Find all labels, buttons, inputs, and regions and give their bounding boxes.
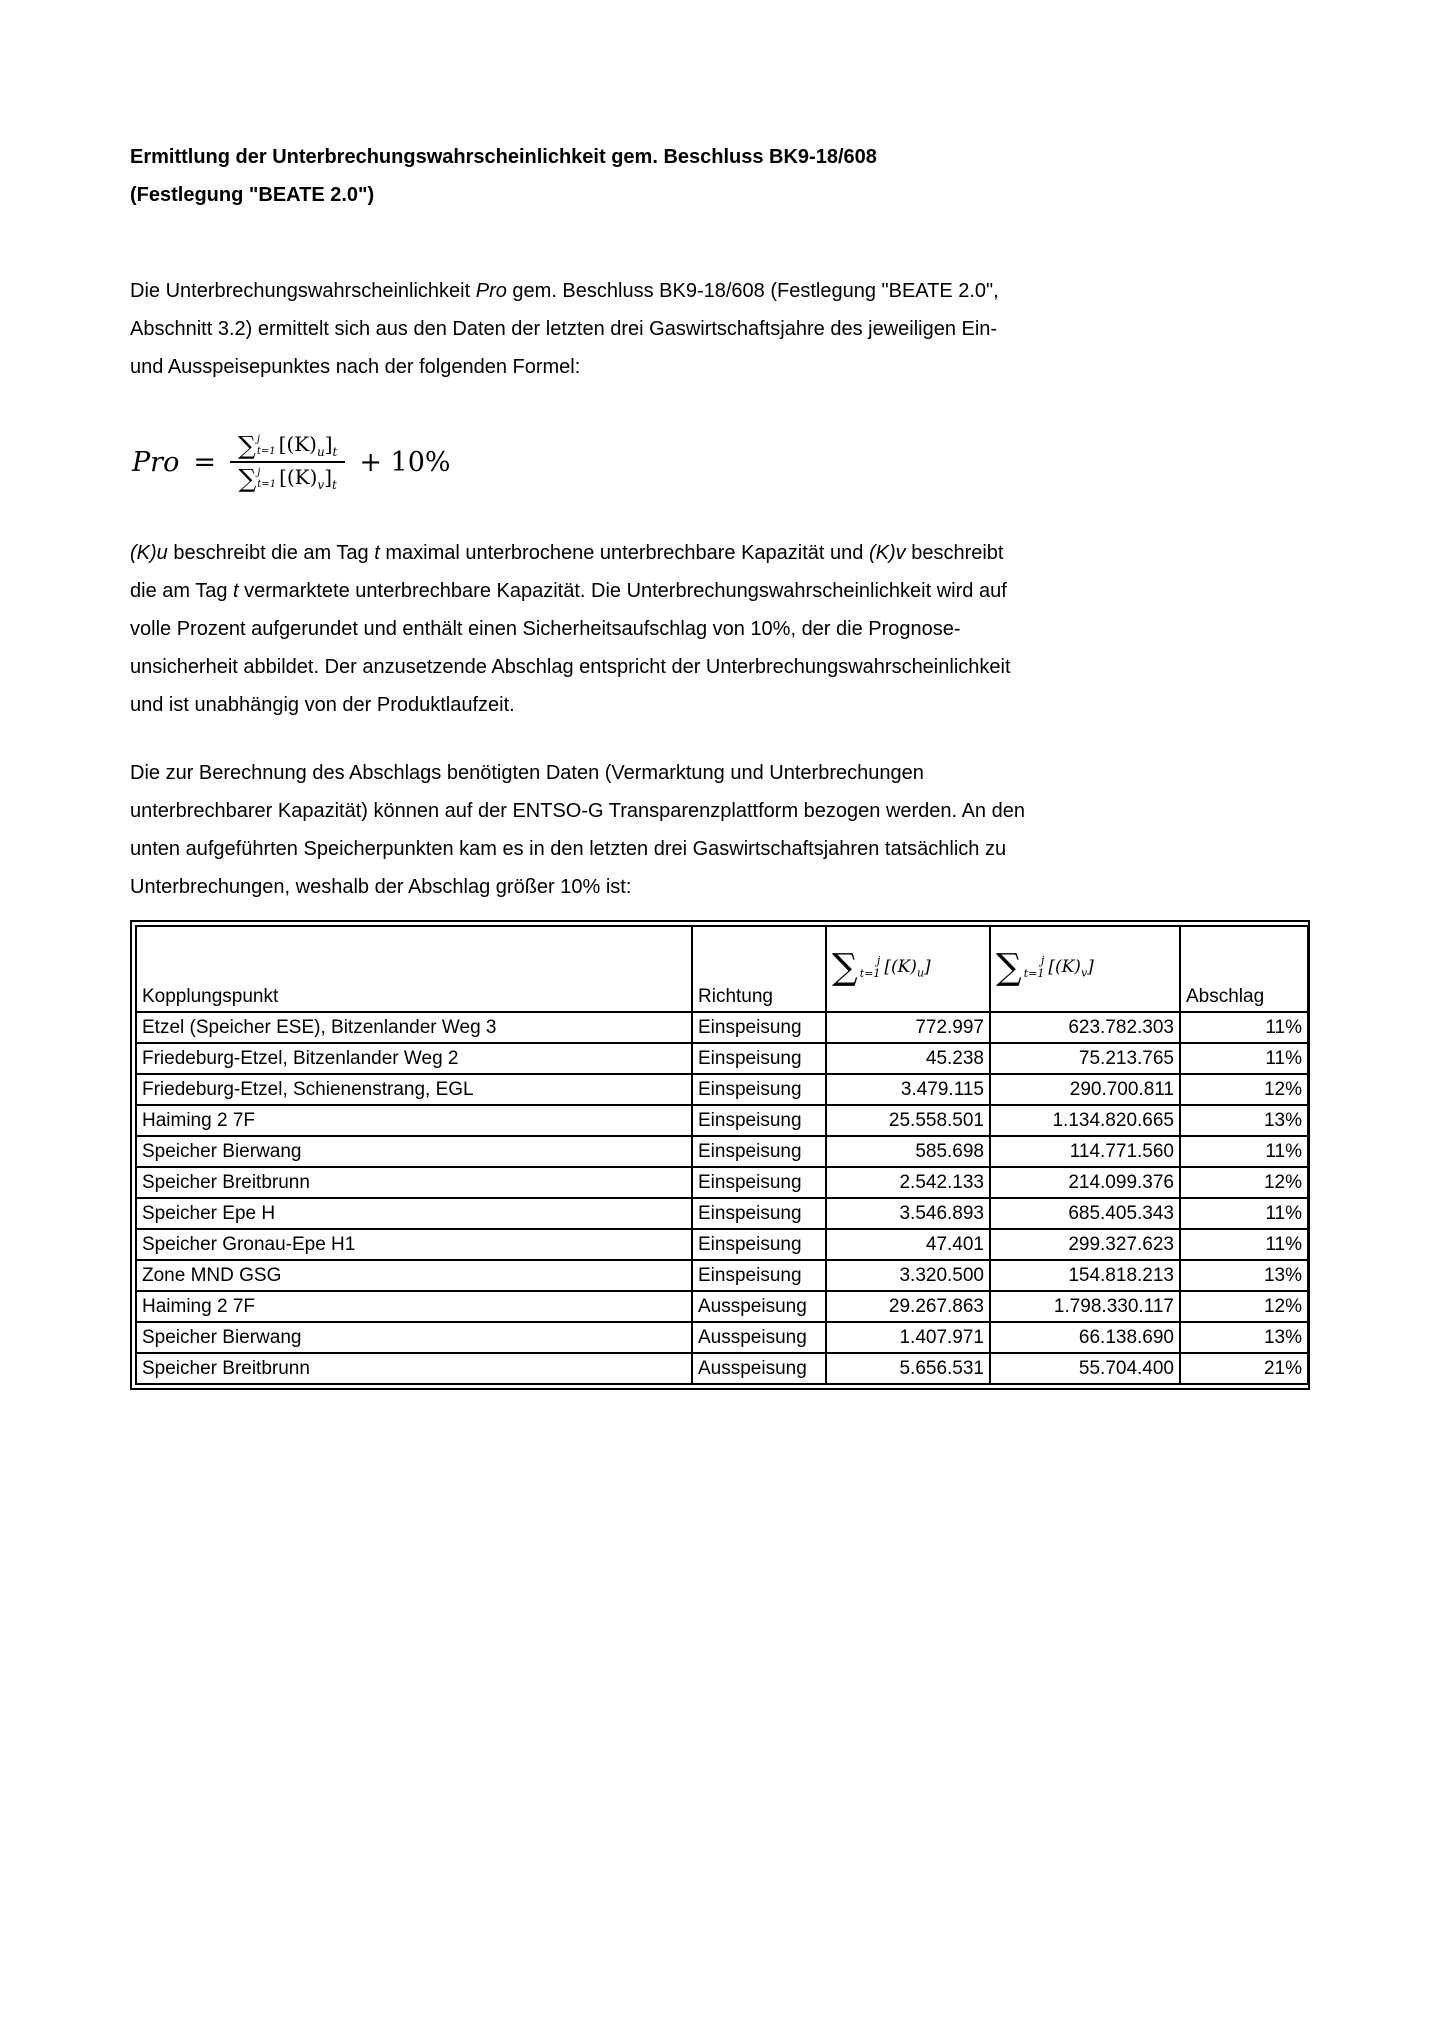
cell-richtung: Einspeisung [692, 1074, 826, 1105]
cell-kopplungspunkt: Speicher Breitbrunn [136, 1167, 692, 1198]
cell-kv: 214.099.376 [990, 1167, 1180, 1198]
paragraph-intro [130, 272, 1310, 386]
cell-richtung: Einspeisung [692, 1012, 826, 1043]
cell-ku: 45.238 [826, 1043, 990, 1074]
cell-kv: 685.405.343 [990, 1198, 1180, 1229]
abschlag-table-frame [130, 920, 1310, 1390]
formula-tail: + 10% [359, 446, 451, 478]
cell-kopplungspunkt: Haiming 2 7F [136, 1291, 692, 1322]
table-row [136, 1167, 1308, 1198]
cell-abschlag: 11% [1180, 1198, 1308, 1229]
cell-richtung: Einspeisung [692, 1198, 826, 1229]
cell-kopplungspunkt: Etzel (Speicher ESE), Bitzenlander Weg 3 [136, 1012, 692, 1043]
sum-symbol: ∑ j t=1 [238, 464, 277, 493]
table-row [136, 1043, 1308, 1074]
cell-kopplungspunkt: Speicher Bierwang [136, 1136, 692, 1167]
table-row [136, 1105, 1308, 1136]
cell-ku: 5.656.531 [826, 1353, 990, 1384]
cell-abschlag: 12% [1180, 1074, 1308, 1105]
cell-abschlag: 11% [1180, 1229, 1308, 1260]
text-line: Unterbrechungen, weshalb der Abschlag größer 10% ist: [130, 876, 632, 898]
cell-kv: 290.700.811 [990, 1074, 1180, 1105]
title-line-1: Ermittlung der Unterbrechungswahrscheinlichkeit gem. Beschluss BK9-18/608 [130, 146, 877, 168]
text-line: (K)u beschreibt die am Tag t maximal unterbrochene unterbrechbare Kapazität und (K)v beschreibt [130, 542, 1004, 564]
cell-kv: 154.818.213 [990, 1260, 1180, 1291]
cell-richtung: Einspeisung [692, 1229, 826, 1260]
table-row [136, 1136, 1308, 1167]
document-title [130, 138, 1310, 214]
text-line: unterbrechbarer Kapazität) können auf der ENTSO-G Transparenzplattform bezogen werden. An den [130, 800, 1025, 822]
cell-ku: 3.479.115 [826, 1074, 990, 1105]
header-kopplungspunkt: Kopplungspunkt [136, 926, 692, 1012]
table-row [136, 1229, 1308, 1260]
cell-kv: 623.782.303 [990, 1012, 1180, 1043]
header-richtung: Richtung [692, 926, 826, 1012]
table-row [136, 1353, 1308, 1384]
formula-lhs: Pro [132, 446, 180, 478]
text-line: unsicherheit abbildet. Der anzusetzende Abschlag entspricht der Unterbrechungswahrscheinlichkeit [130, 656, 1011, 678]
cell-kv: 55.704.400 [990, 1353, 1180, 1384]
cell-richtung: Einspeisung [692, 1260, 826, 1291]
table-header [136, 926, 1308, 1012]
cell-kopplungspunkt: Friedeburg-Etzel, Bitzenlander Weg 2 [136, 1043, 692, 1074]
table-row [136, 1291, 1308, 1322]
cell-abschlag: 13% [1180, 1260, 1308, 1291]
table-row [136, 1074, 1308, 1105]
cell-kopplungspunkt: Zone MND GSG [136, 1260, 692, 1291]
paragraph-definitions [130, 534, 1310, 724]
table-body [136, 1012, 1308, 1384]
abschlag-table [135, 925, 1309, 1385]
sum-symbol: ∑ j t=1 [237, 431, 276, 460]
formula-numerator: ∑ j t=1 $[(K)_u]_t$ [230, 430, 345, 463]
text-line: Die zur Berechnung des Abschlags benötigten Daten (Vermarktung und Unterbrechungen [130, 762, 924, 784]
cell-ku: 585.698 [826, 1136, 990, 1167]
text-line: und ist unabhängig von der Produktlaufzeit. [130, 694, 515, 716]
cell-ku: 29.267.863 [826, 1291, 990, 1322]
cell-abschlag: 11% [1180, 1043, 1308, 1074]
cell-kv: 299.327.623 [990, 1229, 1180, 1260]
cell-kopplungspunkt: Speicher Bierwang [136, 1322, 692, 1353]
table-row [136, 1260, 1308, 1291]
cell-ku: 1.407.971 [826, 1322, 990, 1353]
cell-kv: 1.798.330.117 [990, 1291, 1180, 1322]
text-line: volle Prozent aufgerundet und enthält einen Sicherheitsaufschlag von 10%, der die Prognose- [130, 618, 961, 640]
cell-ku: 3.320.500 [826, 1260, 990, 1291]
sum-ku-formula: ∑ j t=1 $[(K)_u]$ [832, 947, 931, 988]
cell-kv: 1.134.820.665 [990, 1105, 1180, 1136]
cell-ku: 3.546.893 [826, 1198, 990, 1229]
text-line: Die Unterbrechungswahrscheinlichkeit Pro gem. Beschluss BK9-18/608 (Festlegung "BEATE 2.0", [130, 280, 999, 302]
cell-ku: 2.542.133 [826, 1167, 990, 1198]
cell-kv: 75.213.765 [990, 1043, 1180, 1074]
cell-richtung: Einspeisung [692, 1105, 826, 1136]
cell-kv: 114.771.560 [990, 1136, 1180, 1167]
cell-richtung: Ausspeisung [692, 1291, 826, 1322]
formula-fraction [230, 430, 345, 494]
cell-richtung: Einspeisung [692, 1136, 826, 1167]
cell-kopplungspunkt: Friedeburg-Etzel, Schienenstrang, EGL [136, 1074, 692, 1105]
cell-ku: 25.558.501 [826, 1105, 990, 1136]
formula-pro [132, 414, 1310, 510]
cell-ku: 772.997 [826, 1012, 990, 1043]
cell-abschlag: 11% [1180, 1136, 1308, 1167]
title-line-2: (Festlegung "BEATE 2.0") [130, 184, 375, 206]
cell-kv: 66.138.690 [990, 1322, 1180, 1353]
table-row [136, 1198, 1308, 1229]
cell-ku: 47.401 [826, 1229, 990, 1260]
cell-abschlag: 13% [1180, 1322, 1308, 1353]
text-line: Abschnitt 3.2) ermittelt sich aus den Daten der letzten drei Gaswirtschaftsjahre des jeweiligen Ein- [130, 318, 998, 340]
cell-kopplungspunkt: Speicher Breitbrunn [136, 1353, 692, 1384]
cell-abschlag: 13% [1180, 1105, 1308, 1136]
cell-richtung: Einspeisung [692, 1043, 826, 1074]
text-line: und Ausspeisepunktes nach der folgenden Formel: [130, 356, 581, 378]
formula-denominator: ∑ j t=1 $[(K)_v]_t$ [238, 464, 337, 493]
text-line: unten aufgeführten Speicherpunkten kam es in den letzten drei Gaswirtschaftsjahren tatsächlich zu [130, 838, 1007, 860]
cell-richtung: Ausspeisung [692, 1353, 826, 1384]
cell-abschlag: 21% [1180, 1353, 1308, 1384]
cell-kopplungspunkt: Speicher Epe H [136, 1198, 692, 1229]
cell-abschlag: 11% [1180, 1012, 1308, 1043]
table-header-row [136, 926, 1308, 1012]
formula-equals: = [193, 446, 216, 478]
cell-kopplungspunkt: Speicher Gronau-Epe H1 [136, 1229, 692, 1260]
table-row [136, 1322, 1308, 1353]
cell-kopplungspunkt: Haiming 2 7F [136, 1105, 692, 1136]
cell-abschlag: 12% [1180, 1167, 1308, 1198]
text-line: die am Tag t vermarktete unterbrechbare Kapazität. Die Unterbrechungswahrscheinlichkeit wird auf [130, 580, 1007, 602]
paragraph-data-source [130, 754, 1310, 906]
table-row [136, 1012, 1308, 1043]
cell-abschlag: 12% [1180, 1291, 1308, 1322]
header-sum-ku [826, 926, 990, 1012]
cell-richtung: Einspeisung [692, 1167, 826, 1198]
header-sum-kv [990, 926, 1180, 1012]
header-abschlag: Abschlag [1180, 926, 1308, 1012]
sum-kv-formula: ∑ j t=1 $[(K)_v]$ [996, 947, 1094, 988]
cell-richtung: Ausspeisung [692, 1322, 826, 1353]
